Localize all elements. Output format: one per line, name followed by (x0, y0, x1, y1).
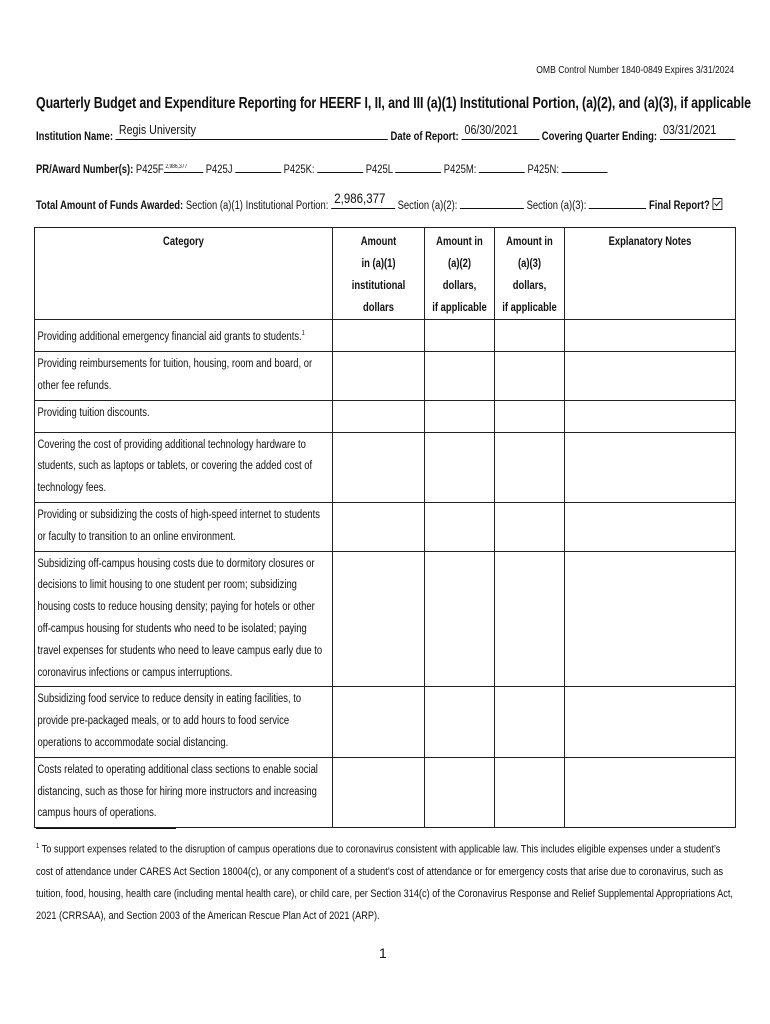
footnote (36, 836, 737, 927)
institution-row (36, 122, 735, 143)
a3-amount-cell[interactable] (495, 551, 565, 687)
a2-amount-cell[interactable] (425, 757, 495, 827)
p425k-field[interactable] (317, 172, 363, 173)
a1-amount-cell[interactable] (333, 687, 425, 757)
table-row (35, 432, 736, 502)
a3-amount-cell[interactable] (495, 687, 565, 757)
category-cell: Providing additional emergency financial aid grants to students.$^1$ (35, 320, 333, 352)
footnote-text: To support expenses related to the disruption of campus operations due to coronavirus consistent with applicable law. This includes eligible expenses under a student’s cost of attendance under CARES Act Section 18004(c), or any component of a student’s cost of attendance or for emergency costs that arise due to coronavirus, such as tuition, food, housing, health care (including mental health care), or child care, per Section 314(c) of the Coronavirus Response and Relief Supplemental Appropriations Act, 2021 (CRRSAA), and Section 2003 of the American Rescue Plan Act of 2021 (ARP). (36, 843, 733, 922)
notes-header: Explanatory Notes (565, 228, 736, 320)
a1-amount-cell[interactable] (333, 502, 425, 551)
p425m-label: P425M: (443, 164, 477, 176)
a3-amount-cell[interactable] (495, 400, 565, 432)
award-label: PR/Award Number(s): (36, 164, 134, 176)
notes-cell[interactable] (565, 757, 736, 827)
category-cell: Subsidizing food service to reduce density in eating facilities, to provide pre-packaged meals, or to add hours to food service operations to accommodate social distancing. (35, 687, 333, 757)
institution-value: Regis University (118, 122, 196, 137)
a2-amount-header: Amount in (a)(2) dollars, if applicable (425, 228, 495, 320)
p425m-field[interactable] (479, 172, 525, 173)
a2-amount-cell[interactable] (425, 687, 495, 757)
section-a3-field[interactable] (589, 208, 646, 209)
page-number: 1 (379, 945, 387, 961)
award-numbers-row (36, 164, 607, 176)
section-a3-label: Section (a)(3): (526, 200, 587, 212)
quarter-label: Covering Quarter Ending: (541, 131, 658, 143)
p425l-label: P425L (365, 164, 393, 176)
a3-amount-cell[interactable] (495, 502, 565, 551)
notes-cell[interactable] (565, 502, 736, 551)
p425k-label: P425K: (283, 164, 315, 176)
date-field[interactable] (461, 122, 539, 140)
quarter-value: 03/31/2021 (662, 122, 717, 137)
p425n-label: P425N: (527, 164, 559, 176)
category-cell: Providing or subsidizing the costs of high-speed internet to students or faculty to transition to an online environment. (35, 502, 333, 551)
section-a1-value: 2,986,377 (334, 190, 386, 206)
table-row (35, 502, 736, 551)
table-row (35, 687, 736, 757)
category-header: Category (35, 228, 333, 320)
omb-control-number: OMB Control Number 1840-0849 Expires 3/31/2024 (536, 65, 734, 76)
a1-amount-cell[interactable] (333, 352, 425, 401)
a1-amount-cell[interactable] (333, 320, 425, 352)
category-cell: Providing reimbursements for tuition, housing, room and board, or other fee refunds. (35, 352, 333, 401)
notes-cell[interactable] (565, 400, 736, 432)
a1-amount-cell[interactable] (333, 432, 425, 502)
section-a1-field[interactable] (331, 190, 395, 209)
a3-amount-cell[interactable] (495, 432, 565, 502)
a1-amount-header: Amount in (a)(1) institutional dollars (333, 228, 425, 320)
a3-amount-cell[interactable] (495, 352, 565, 401)
total-funds-row (36, 190, 722, 212)
notes-cell[interactable] (565, 432, 736, 502)
category-cell: Costs related to operating additional class sections to enable social distancing, such as those for hiring more instructors and increasing campus hours of operations. (35, 757, 333, 827)
institution-label: Institution Name: (36, 131, 114, 143)
a2-amount-cell[interactable] (425, 320, 495, 352)
a2-amount-cell[interactable] (425, 432, 495, 502)
p425f-field[interactable] (164, 164, 203, 173)
p425j-field[interactable] (235, 172, 281, 173)
a2-amount-cell[interactable] (425, 352, 495, 401)
a1-amount-cell[interactable] (333, 757, 425, 827)
table-row (35, 400, 736, 432)
footnote-divider (36, 828, 176, 829)
notes-cell[interactable] (565, 687, 736, 757)
a2-amount-cell[interactable] (425, 551, 495, 687)
p425j-label: P425J (205, 164, 233, 176)
final-report-checkbox[interactable] (712, 198, 722, 210)
table-row (35, 551, 736, 687)
p425l-field[interactable] (395, 172, 441, 173)
category-cell: Covering the cost of providing additional technology hardware to students, such as laptops or tablets, or covering the added cost of technology fees. (35, 432, 333, 502)
total-label: Total Amount of Funds Awarded: (36, 200, 184, 212)
notes-cell[interactable] (565, 320, 736, 352)
p425n-field[interactable] (562, 172, 608, 173)
section-a1-label: Section (a)(1) Institutional Portion: (185, 200, 329, 212)
section-a2-label: Section (a)(2): (397, 200, 458, 212)
a3-amount-cell[interactable] (495, 757, 565, 827)
quarter-field[interactable] (660, 122, 735, 140)
notes-cell[interactable] (565, 352, 736, 401)
a1-amount-cell[interactable] (333, 551, 425, 687)
table-header-row (35, 228, 736, 320)
category-cell: Providing tuition discounts. (35, 400, 333, 432)
a3-amount-header: Amount in (a)(3) dollars, if applicable (495, 228, 565, 320)
table-row (35, 320, 736, 352)
p425f-value: 2,986,377 (165, 164, 188, 170)
a3-amount-cell[interactable] (495, 320, 565, 352)
table-row (35, 757, 736, 827)
final-report-label: Final Report? (648, 200, 710, 212)
category-cell: Subsidizing off-campus housing costs due to dormitory closures or decisions to limit housing to one student per room; subsidizing housing costs to reduce housing density; paying for hotels or other off-campus housing for students who need to be isolated; paying travel expenses for students who need to leave campus early due to coronavirus infections or campus interruptions. (35, 551, 333, 687)
expenditure-table (34, 227, 736, 828)
date-value: 06/30/2021 (464, 122, 518, 137)
a2-amount-cell[interactable] (425, 502, 495, 551)
date-label: Date of Report: (390, 131, 459, 143)
table-row (35, 352, 736, 401)
section-a2-field[interactable] (460, 208, 524, 209)
footnote-marker: 1 (36, 843, 40, 850)
a2-amount-cell[interactable] (425, 400, 495, 432)
a1-amount-cell[interactable] (333, 400, 425, 432)
notes-cell[interactable] (565, 551, 736, 687)
p425f-label: P425F (135, 164, 164, 176)
institution-field[interactable] (116, 122, 388, 140)
page-title: Quarterly Budget and Expenditure Reporting for HEERF I, II, and III (a)(1) Institutional Portion, (a)(2), and (a)(3), if applicable (36, 95, 751, 112)
